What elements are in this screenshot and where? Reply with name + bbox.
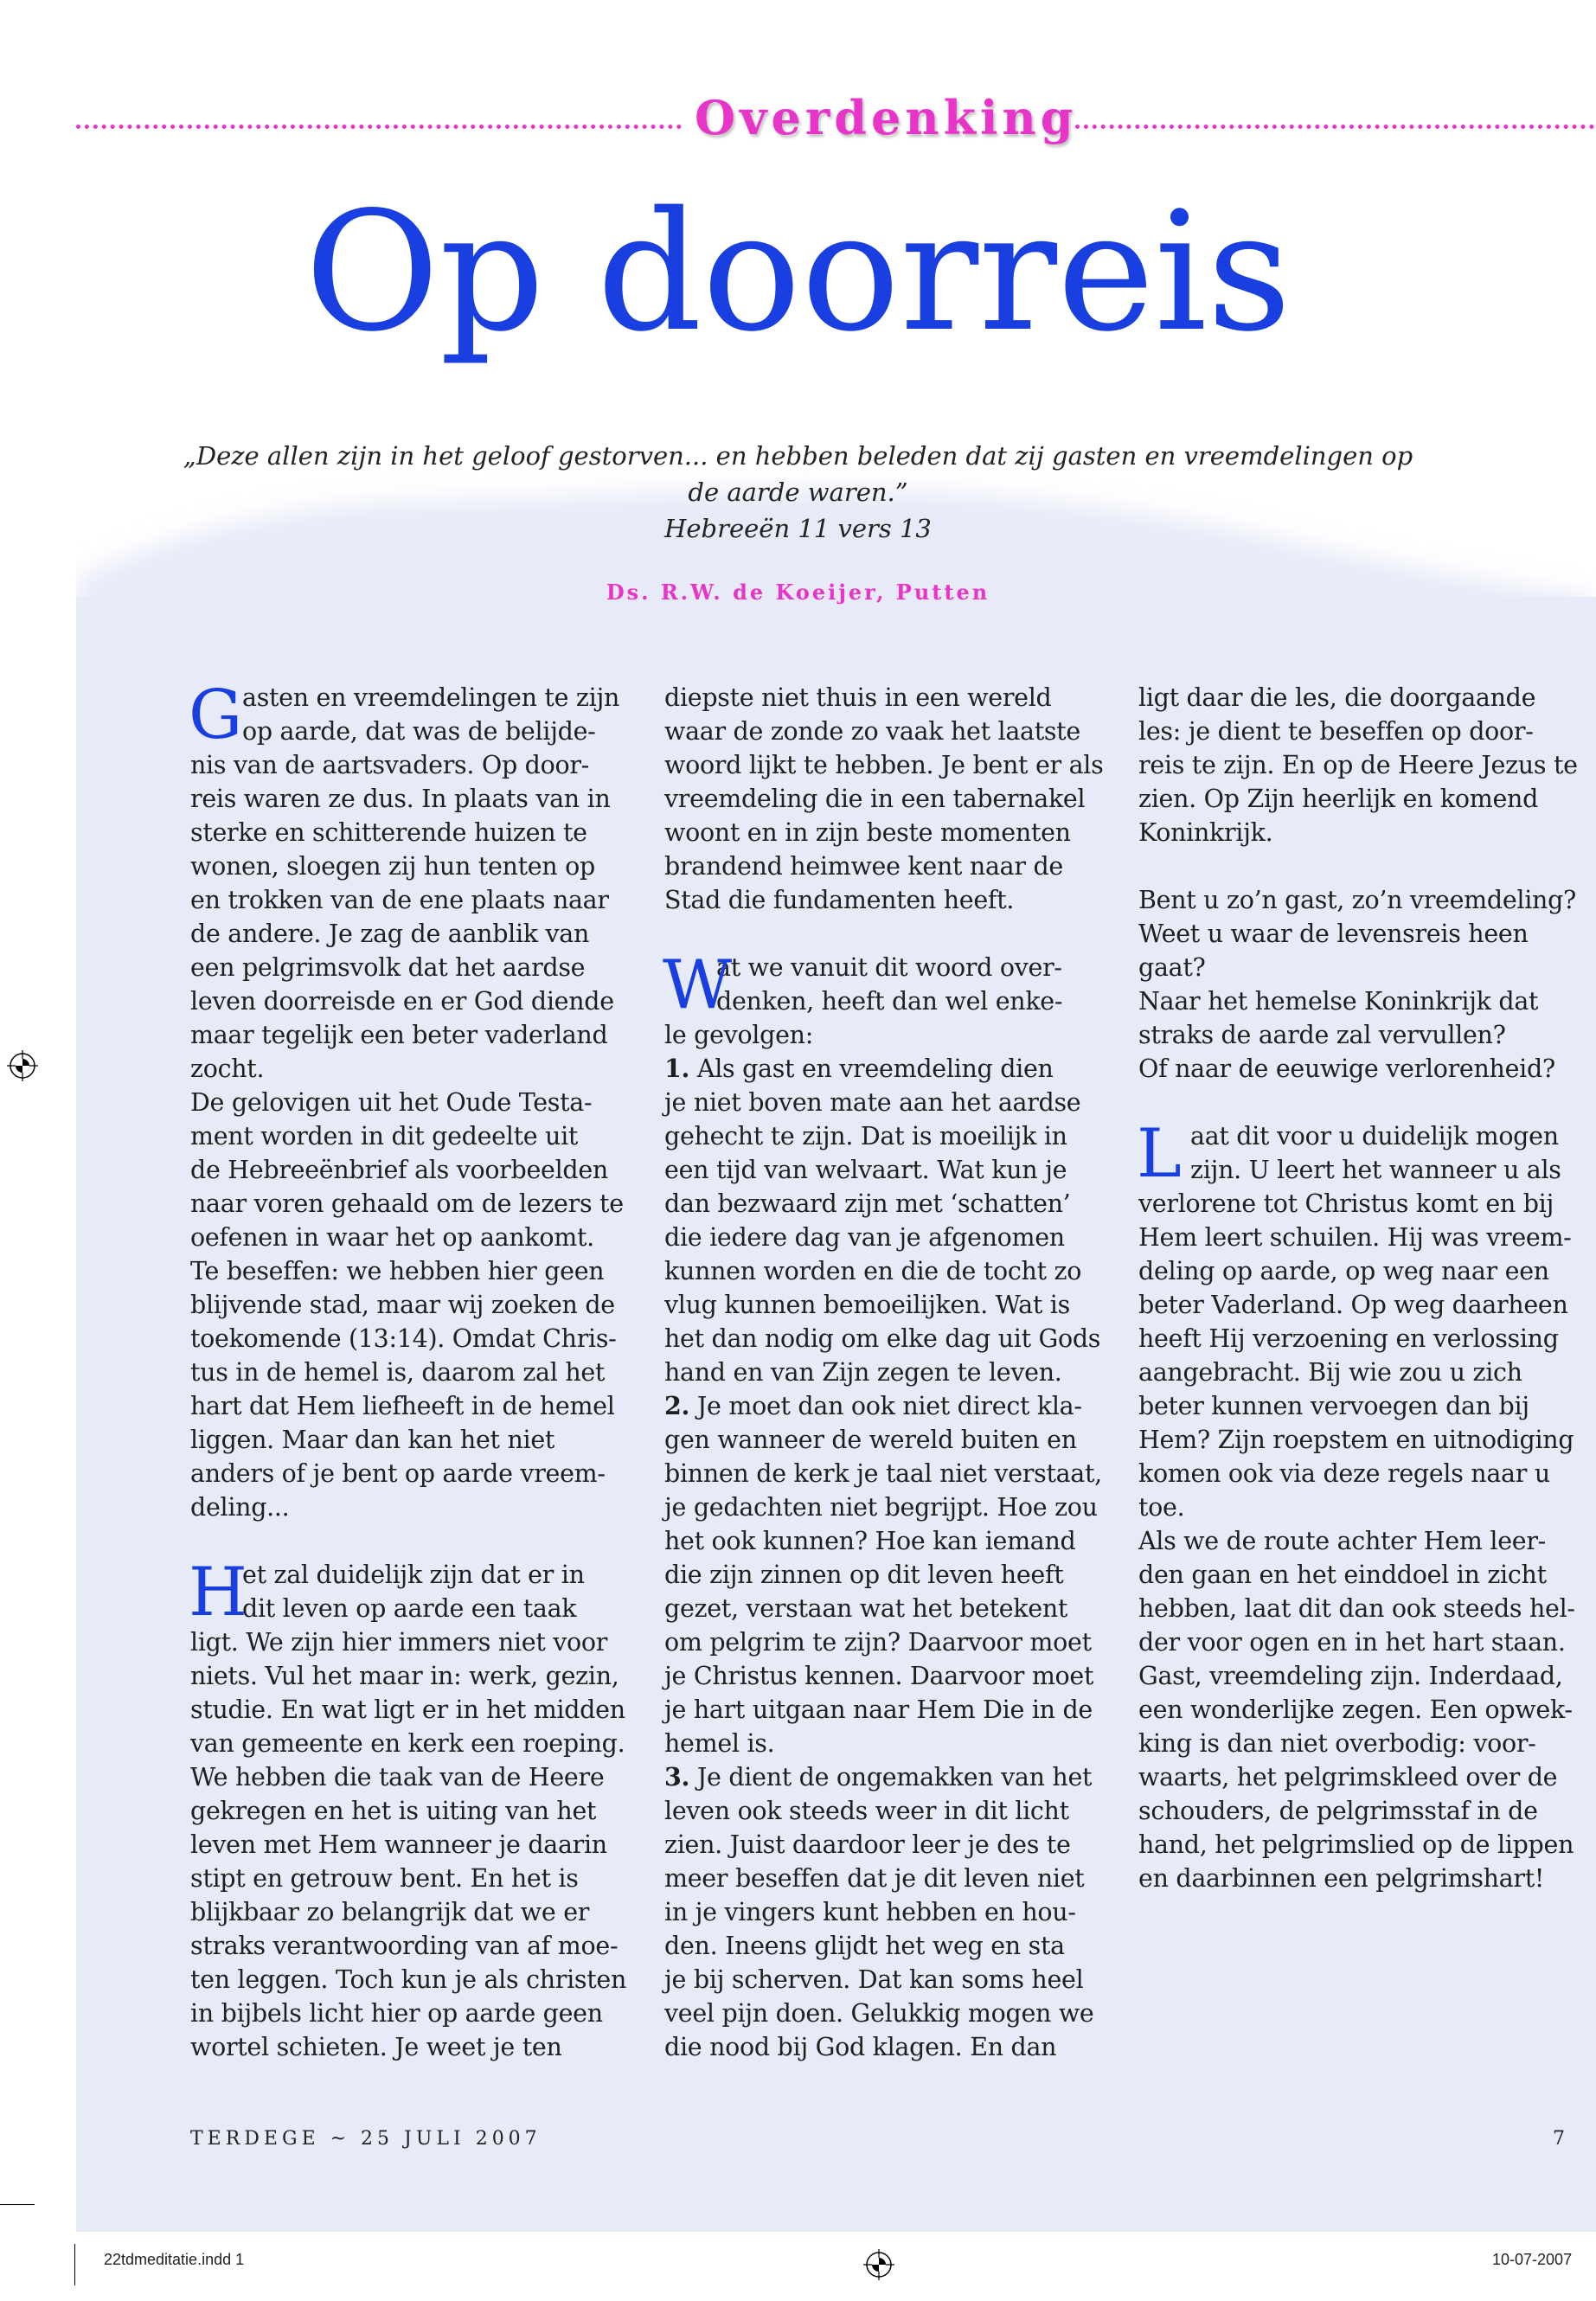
text-line: straks verantwoording van af moe- — [190, 1932, 619, 1960]
text-line: wortel schieten. Je weet je ten — [190, 2033, 562, 2061]
author-byline: Ds. R.W. de Koeijer, Putten — [606, 580, 990, 605]
paragraph-lines — [664, 1794, 1114, 2064]
text-line: beter kunnen vervoegen dan bij — [1138, 1392, 1529, 1420]
registration-mark-icon — [7, 1050, 38, 1081]
text-line: beter Vaderland. Op weg daarheen — [1138, 1291, 1568, 1319]
text-line: le gevolgen: — [664, 1021, 813, 1049]
paragraph-lines — [663, 946, 1114, 1052]
text-line: zocht. — [190, 1054, 265, 1083]
text-line: een tijd van welvaart. Wat kun je — [664, 1156, 1067, 1184]
text-line: Koninkrijk. — [1138, 818, 1273, 847]
text-line: het ook kunnen? Hoe kan iemand — [664, 1527, 1076, 1555]
slug-filename: 22tdmeditatie.indd 1 — [104, 2251, 245, 2268]
text-line: hand, het pelgrimslied op de lippen — [1138, 1830, 1574, 1859]
text-line: stipt en getrouw bent. En het is — [190, 1864, 579, 1893]
text-line: verlorene tot Christus komt en bij — [1138, 1189, 1554, 1218]
text-line: den gaan en het einddoel in zicht — [1138, 1561, 1547, 1589]
text-line: king is dan niet overbodig: voor- — [1138, 1729, 1536, 1758]
text-line: een pelgrimsvolk dat het aardse — [190, 953, 586, 982]
numbered-point-3 — [664, 1760, 1114, 2064]
text-line: Stad die fundamenten heeft. — [664, 886, 1015, 914]
text-line: gaat? — [1138, 953, 1206, 982]
epigraph-reference: Hebreeën 11 vers 13 — [664, 514, 932, 543]
text-line: zien. Op Zijn heerlijk en komend — [1138, 785, 1539, 813]
text-line: toe. — [1138, 1493, 1185, 1522]
text-line: hart dat Hem liefheeft in de hemel — [190, 1392, 615, 1420]
text-line: in bijbels licht hier op aarde geen — [190, 1999, 603, 2028]
text-line: den. Ineens glijdt het weg en sta — [664, 1932, 1065, 1960]
text-line: schouders, de pelgrimsstaf in de — [1138, 1797, 1538, 1825]
text-line: in je vingers kunt hebben en hou- — [664, 1898, 1076, 1926]
text-line: ligt. We zijn hier immers niet voor — [190, 1628, 608, 1657]
text-line: dit leven op aarde een taak — [242, 1594, 577, 1623]
text-line: je bij scherven. Dat kan soms heel — [664, 1965, 1084, 1994]
point-first-line: Als gast en vreemdeling dien — [689, 1054, 1054, 1083]
text-line: hand en van Zijn zegen te leven. — [664, 1358, 1062, 1387]
crop-mark — [74, 2244, 75, 2285]
text-line: waar de zonde zo vaak het laatste — [664, 717, 1080, 746]
article-title: Op doorreis — [304, 176, 1292, 368]
text-line: Weet u waar de levensreis heen — [1138, 920, 1529, 948]
text-line: nis van de aartsvaders. Op door- — [190, 751, 589, 779]
text-line: Bent u zo’n gast, zo’n vreemdeling? — [1138, 886, 1577, 914]
paragraph-lines — [664, 1423, 1114, 1760]
text-line: ten leggen. Toch kun je als christen — [190, 1965, 627, 1994]
text-line: op aarde, dat was de belijde- — [242, 717, 596, 746]
text-line: zijn. U leert het wanneer u als — [1190, 1156, 1561, 1184]
text-line: Naar het hemelse Koninkrijk dat — [1138, 987, 1539, 1016]
text-column-3 — [1138, 681, 1593, 1895]
text-line: die nood bij God klagen. En dan — [664, 2033, 1057, 2061]
text-line: at we vanuit dit woord over- — [716, 953, 1062, 982]
paragraph-lines — [664, 1086, 1114, 1389]
paragraph — [189, 1554, 627, 2064]
point-number: 3. — [664, 1762, 690, 1791]
text-line: woont en in zijn beste momenten — [664, 818, 1071, 847]
text-line: les: je dient te beseffen op door- — [1138, 717, 1534, 746]
text-line: anders of je bent op aarde vreem- — [190, 1459, 606, 1488]
text-line: hemel is. — [664, 1729, 775, 1758]
text-line: leven ook steeds weer in dit licht — [664, 1797, 1069, 1825]
text-line: Hem? Zijn roepstem en uitnodiging — [1138, 1426, 1574, 1454]
drop-cap: H — [189, 1554, 247, 1631]
crop-mark — [0, 2204, 35, 2205]
text-line: vreemdeling die in een tabernakel — [664, 785, 1086, 813]
text-line: aangebracht. Bij wie zou u zich — [1138, 1358, 1522, 1387]
text-line: toekomende (13:14). Omdat Chris- — [190, 1324, 617, 1353]
text-line: blijvende stad, maar wij zoeken de — [190, 1291, 615, 1319]
text-column-2 — [664, 681, 1114, 2064]
publication-footer: TERDEGE ~ 25 JULI 2007 — [190, 2128, 542, 2150]
text-line: vlug kunnen bemoeilijken. Wat is — [664, 1291, 1070, 1319]
numbered-point-1 — [664, 1052, 1114, 1389]
text-line: je hart uitgaan naar Hem Die in de — [664, 1695, 1093, 1724]
paragraph-lines — [189, 676, 624, 1524]
text-line: dan bezwaard zijn met ‘schatten’ — [664, 1189, 1071, 1218]
text-line: reis waren ze dus. In plaats van in — [190, 785, 611, 813]
text-line: maar tegelijk een beter vaderland — [190, 1021, 608, 1049]
paragraph — [189, 676, 624, 1524]
dotted-rule-right — [1075, 125, 1594, 129]
point-number: 2. — [664, 1391, 690, 1420]
text-line: veel pijn doen. Gelukkig mogen we — [664, 1999, 1094, 2028]
text-line: der voor ogen en in het hart staan. — [1138, 1628, 1566, 1657]
text-line: en daarbinnen een pelgrimshart! — [1138, 1864, 1545, 1893]
text-line: Als we de route achter Hem leer- — [1138, 1527, 1547, 1555]
numbered-point-2 — [664, 1389, 1114, 1760]
paragraph — [1137, 1115, 1593, 1895]
text-line: tus in de hemel is, daarom zal het — [190, 1358, 606, 1387]
text-line: je Christus kennen. Daarvoor moet — [664, 1662, 1094, 1690]
text-line: aat dit voor u duidelijk mogen — [1190, 1122, 1559, 1150]
text-line: het dan nodig om elke dag uit Gods — [664, 1324, 1101, 1353]
section-label: Overdenking — [695, 90, 1078, 145]
text-line: je niet boven mate aan het aardse — [664, 1088, 1081, 1117]
text-line: om pelgrim te zijn? Daarvoor moet — [664, 1628, 1092, 1657]
slug-date: 10-07-2007 — [1492, 2251, 1573, 2268]
text-line: woord lijkt te hebben. Je bent er als — [664, 751, 1104, 779]
paragraph — [1138, 681, 1593, 849]
text-line: Gast, vreemdeling zijn. Inderdaad, — [1138, 1662, 1563, 1690]
text-line: reis te zijn. En op de Heere Jezus te — [1138, 751, 1578, 779]
text-line: liggen. Maar dan kan het niet — [190, 1426, 555, 1454]
text-line: heeft Hij verzoening en verlossing — [1138, 1324, 1559, 1353]
page-number: 7 — [1553, 2128, 1565, 2150]
text-line: blijkbaar zo belangrijk dat we er — [190, 1898, 590, 1926]
point-number: 1. — [664, 1054, 690, 1083]
text-line: waarts, het pelgrimskleed over de — [1138, 1763, 1558, 1791]
text-line: je gedachten niet begrijpt. Hoe zou — [664, 1493, 1098, 1522]
text-line: die iedere dag van je afgenomen — [664, 1223, 1065, 1252]
text-line: Of naar de eeuwige verlorenheid? — [1138, 1054, 1555, 1083]
dotted-rule-left — [76, 125, 682, 129]
text-line: denken, heeft dan wel enke- — [716, 987, 1063, 1016]
text-line: gen wanneer de wereld buiten en — [664, 1426, 1077, 1454]
paragraph-lines — [664, 681, 1114, 917]
paragraph-lines — [1137, 1115, 1593, 1895]
text-column-1 — [189, 676, 627, 2064]
paragraph-lines — [189, 1554, 627, 2064]
text-line: sterke en schitterende huizen te — [190, 818, 587, 847]
point-first-line: Je dient de ongemakken van het — [689, 1763, 1093, 1791]
text-line: die zijn zinnen op dit leven heeft — [664, 1561, 1064, 1589]
text-line: Te beseffen: we hebben hier geen — [190, 1257, 605, 1285]
text-line: wonen, sloegen zij hun tenten op — [190, 852, 595, 881]
point-first-line: Je moet dan ook niet direct kla- — [689, 1392, 1082, 1420]
epigraph-text: „Deze allen zijn in het geloof gestorven... en hebben beleden dat zij gasten en vreemdelingen op de aarde waren.” — [183, 441, 1413, 507]
text-line: gezet, verstaan wat het betekent — [664, 1594, 1068, 1623]
text-line: binnen de kerk je taal niet verstaat, — [664, 1459, 1102, 1488]
text-line: deling... — [190, 1493, 290, 1522]
text-line: De gelovigen uit het Oude Testa- — [190, 1088, 593, 1117]
paragraph — [664, 681, 1114, 917]
paragraph-lines — [1138, 883, 1593, 1086]
text-line: hebben, laat dit dan ook steeds hel- — [1138, 1594, 1575, 1623]
drop-cap: W — [663, 946, 732, 1024]
drop-cap: L — [1137, 1115, 1182, 1193]
text-line: studie. En wat ligt er in het midden — [190, 1695, 625, 1724]
section-header — [76, 90, 1596, 151]
text-line: ment worden in dit gedeelte uit — [190, 1122, 579, 1150]
text-line: de andere. Je zag de aanblik van — [190, 920, 590, 948]
text-line: oefenen in waar het op aankomt. — [190, 1223, 594, 1252]
text-line: komen ook via deze regels naar u — [1138, 1459, 1550, 1488]
text-line: leven met Hem wanneer je daarin — [190, 1830, 607, 1859]
text-line: de Hebreeënbrief als voorbeelden — [190, 1156, 608, 1184]
text-line: een wonderlijke zegen. Een opwek- — [1138, 1695, 1573, 1724]
text-line: straks de aarde zal vervullen? — [1138, 1021, 1506, 1049]
registration-mark-icon — [863, 2249, 894, 2280]
text-line: naar voren gehaald om de lezers te — [190, 1189, 624, 1218]
text-line: ligt daar die les, die doorgaande — [1138, 683, 1536, 712]
text-line: kunnen worden en die de tocht zo — [664, 1257, 1082, 1285]
text-line: niets. Vul het maar in: werk, gezin, — [190, 1662, 619, 1690]
text-line: zien. Juist daardoor leer je des te — [664, 1830, 1071, 1859]
paragraph — [1138, 883, 1593, 1086]
text-line: van gemeente en kerk een roeping. — [190, 1729, 625, 1758]
text-line: deling op aarde, op weg naar een — [1138, 1257, 1549, 1285]
text-line: meer beseffen dat je dit leven niet — [664, 1864, 1085, 1893]
paragraph-lines — [1138, 681, 1593, 849]
text-line: asten en vreemdelingen te zijn — [242, 683, 620, 712]
text-line: We hebben die taak van de Heere — [190, 1763, 605, 1791]
drop-cap: G — [189, 676, 243, 754]
text-line: Hem leert schuilen. Hij was vreem- — [1138, 1223, 1572, 1252]
epigraph — [173, 438, 1423, 547]
text-line: et zal duidelijk zijn dat er in — [242, 1561, 585, 1589]
text-line: diepste niet thuis in een wereld — [664, 683, 1052, 712]
text-line: gekregen en het is uiting van het — [190, 1797, 597, 1825]
paragraph — [663, 946, 1114, 1052]
text-line: gehecht te zijn. Dat is moeilijk in — [664, 1122, 1067, 1150]
text-line: en trokken van de ene plaats naar — [190, 886, 609, 914]
text-line: brandend heimwee kent naar de — [664, 852, 1063, 881]
text-line: leven doorreisde en er God diende — [190, 987, 614, 1016]
